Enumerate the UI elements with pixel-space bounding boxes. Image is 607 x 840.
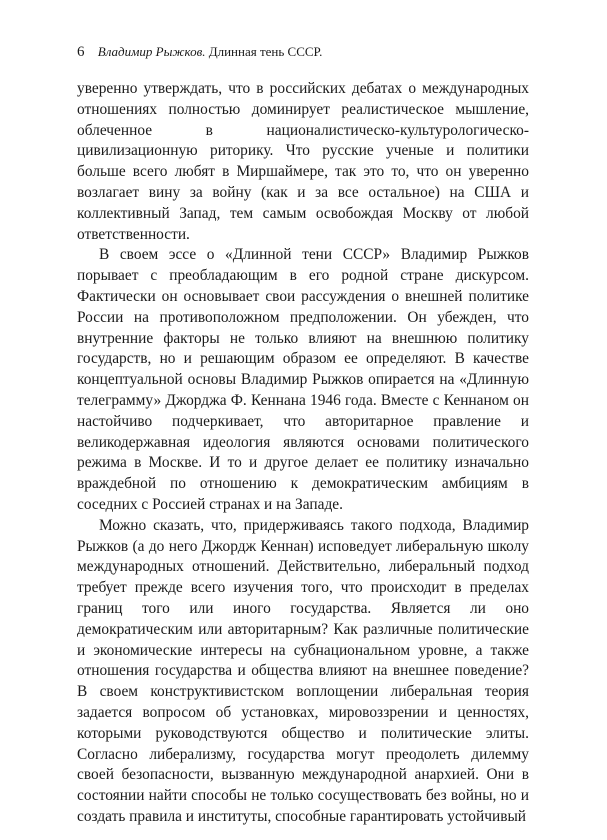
paragraph-1: уверенно утверждать, что в российских дебатах о международных отношениях полностью доминирует реалистическое мышление, облеченное в националистическо-культурологическо-цивилизационную риторику. Что русские ученые и политики больше всего любят в Миршаймере, так это то, что он уверенно возлагает вину за войну (как и за все остальное) на США и коллективный Запад, тем самым освобождая Москву от любой ответственности. bbox=[77, 80, 529, 243]
paragraph-3: Можно сказать, что, придерживаясь такого подхода, Владимир Рыжков (а до него Джордж Кеннан) исповедует либеральную школу международных отношений. Действительно, либеральный подход требует прежде всего изучения того, что происходит в пределах границ того или иного государства. Является ли оно демократическим или авторитарным? Как различные политические и экономические интересы на субнациональном уровне, а также отношения государства и общества влияют на внешнее поведение? В своем конструктивистском воплощении либеральная теория задается вопросом об установках, мировоззрении и ценностях, которыми руководствуются общество и политические элиты. Согласно либерализму, государства могут преодолеть дилемму своей безопасности, вызванную международной анархией. Они в состоянии найти способы не только сосуществовать без войны, но и создать правила и институты, способные гарантировать устойчивый bbox=[77, 516, 529, 825]
running-title-book: Длинная тень СССР. bbox=[205, 44, 323, 59]
running-header bbox=[77, 44, 530, 60]
page-number: 6 bbox=[77, 44, 85, 60]
page-body bbox=[77, 79, 529, 828]
running-title-author: Владимир Рыжков. bbox=[97, 44, 206, 59]
paragraph-2: В своем эссе о «Длинной тени СССР» Владимир Рыжков порывает с преобладающим в его родной стране дискурсом. Фактически он основывает свои рассуждения о внешней политике России на противоположном предположении. Он убежден, что внутренние факторы не только влияют на внешнюю политику государств, но и решающим образом ее определяют. В качестве концептуальной основы Владимир Рыжков опирается на «Длинную телеграмму» Джорджа Ф. Кеннана 1946 года. Вместе с Кеннаном он настойчиво подчеркивает, что авторитарное правление и великодержавная идеология являются основами политического режима в Москве. И то и другое делает ее политику изначально враждебной по отношению к демократическим амбициям в соседних с Россией странах и на Западе. bbox=[77, 246, 529, 513]
